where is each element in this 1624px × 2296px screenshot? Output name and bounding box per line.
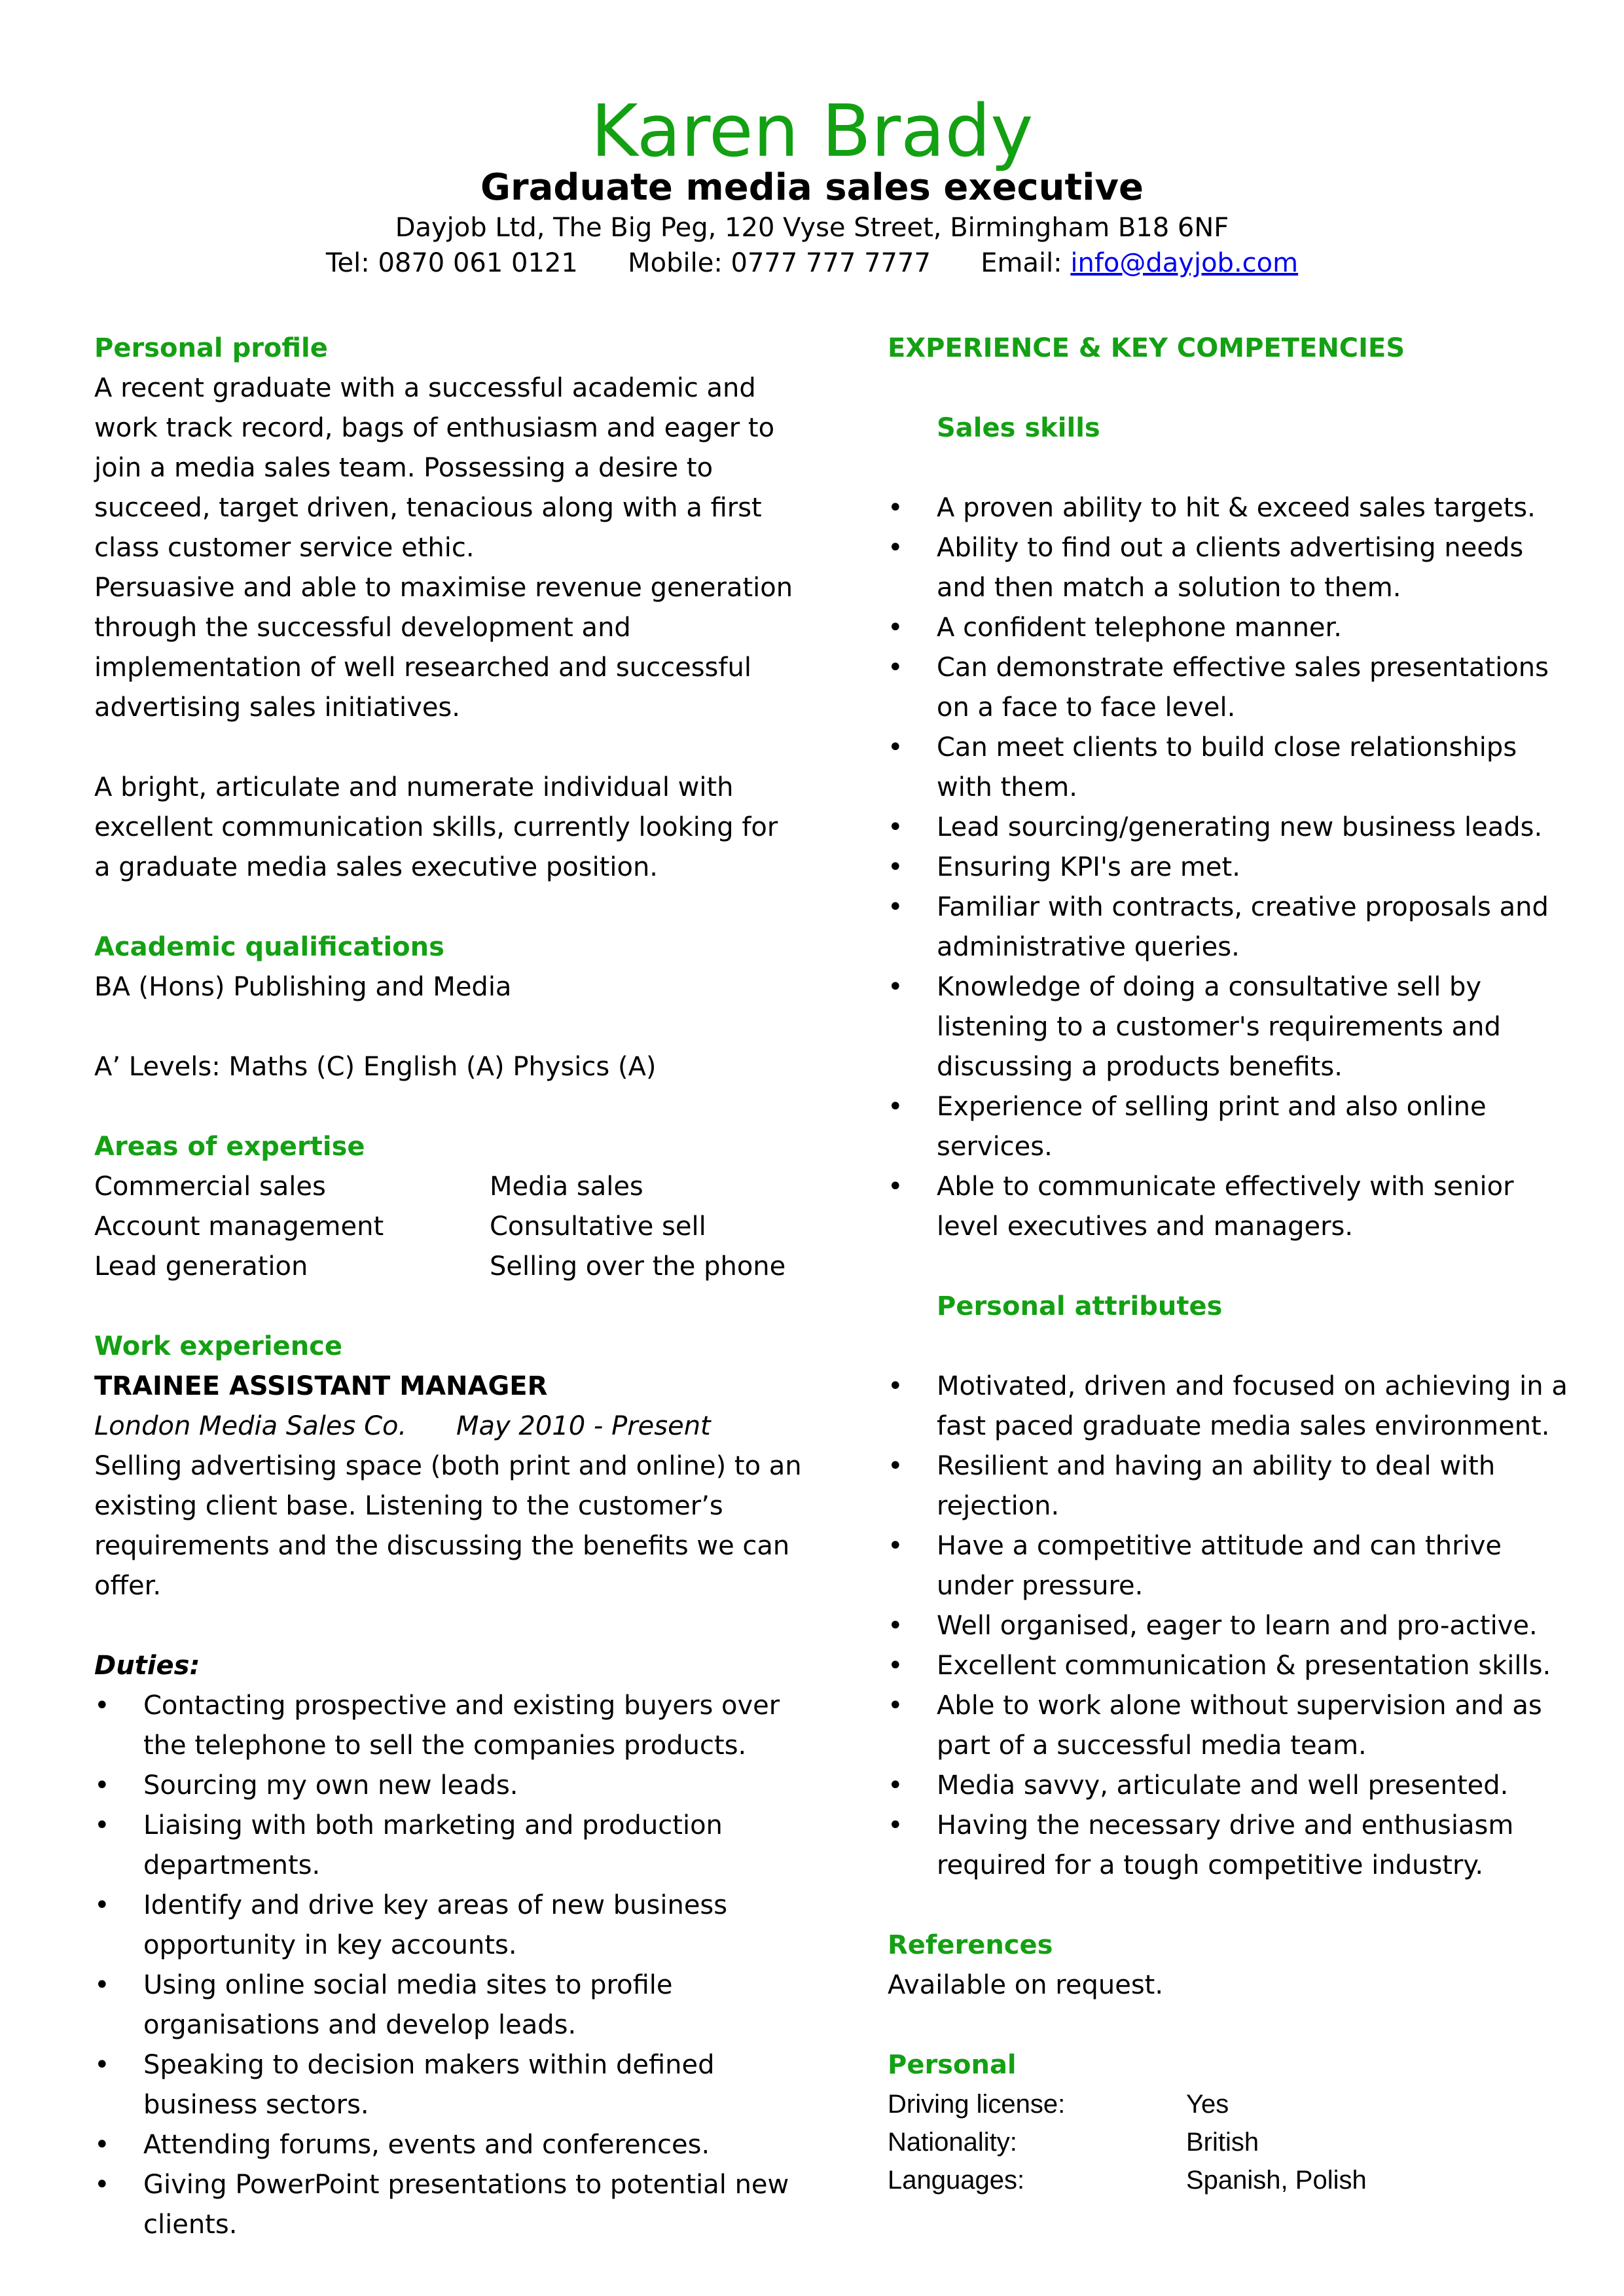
- expertise-item: Selling over the phone: [490, 1251, 786, 1282]
- bullet-dot: •: [94, 1691, 110, 1721]
- profile-line: a graduate media sales executive position.: [94, 852, 659, 882]
- bullet-dot: •: [888, 653, 903, 683]
- company-name: London Media Sales Co.: [94, 1411, 407, 1441]
- bullet-dot: •: [94, 1890, 110, 1920]
- personal-value: British: [1186, 2128, 1259, 2157]
- duty-item: Speaking to decision makers within defined: [143, 2050, 715, 2080]
- bullet-dot: •: [888, 1172, 903, 1202]
- job-role: TRAINEE ASSISTANT MANAGER: [94, 1371, 548, 1401]
- attribute-item: Excellent communication & presentation skills.: [937, 1651, 1551, 1681]
- duty-item: Giving PowerPoint presentations to potential new: [143, 2170, 789, 2200]
- bullet-dot: •: [888, 613, 903, 643]
- sales-skill-item: Lead sourcing/generating new business leads.: [937, 812, 1543, 842]
- expertise-item: Commercial sales: [94, 1172, 326, 1202]
- personal-value: Yes: [1186, 2090, 1229, 2119]
- bullet-dot: •: [888, 852, 903, 882]
- bullet-dot: •: [888, 1092, 903, 1122]
- subheading-sales-skills: Sales skills: [937, 413, 1100, 443]
- bullet-dot: •: [888, 972, 903, 1002]
- bullet-dot: •: [888, 812, 903, 842]
- bullet-dot: •: [888, 493, 903, 523]
- attribute-item: rejection.: [937, 1491, 1060, 1521]
- sales-skill-item: A proven ability to hit & exceed sales targets.: [937, 493, 1536, 523]
- personal-label: Driving license:: [888, 2090, 1066, 2119]
- address: Dayjob Ltd, The Big Peg, 120 Vyse Street, Birmingham B18 6NF: [395, 213, 1229, 243]
- duty-item: Identify and drive key areas of new business: [143, 1890, 728, 1920]
- sales-skill-item: Ability to find out a clients advertising needs: [937, 533, 1524, 563]
- personal-label: Languages:: [888, 2166, 1025, 2195]
- bullet-dot: •: [888, 892, 903, 922]
- duty-item: opportunity in key accounts.: [143, 1930, 517, 1960]
- duty-item: clients.: [143, 2210, 238, 2240]
- duty-item: organisations and develop leads.: [143, 2010, 577, 2040]
- job-title: Graduate media sales executive: [480, 166, 1144, 209]
- sales-skill-item: services.: [937, 1132, 1053, 1162]
- profile-line: advertising sales initiatives.: [94, 692, 460, 723]
- bullet-dot: •: [94, 1810, 110, 1840]
- bullet-dot: •: [888, 1451, 903, 1481]
- section-heading-personal-profile: Personal profile: [94, 333, 328, 363]
- profile-line: join a media sales team. Possessing a desire to: [94, 453, 713, 483]
- sales-skill-item: Knowledge of doing a consultative sell by: [937, 972, 1482, 1002]
- profile-line: A recent graduate with a successful academic and: [94, 373, 756, 403]
- profile-line: work track record, bags of enthusiasm and eager to: [94, 413, 775, 443]
- duty-item: Sourcing my own new leads.: [143, 1770, 518, 1801]
- sales-skill-item: Ensuring KPI's are met.: [937, 852, 1240, 882]
- profile-line: Persuasive and able to maximise revenue generation: [94, 573, 793, 603]
- section-heading-expertise: Areas of expertise: [94, 1132, 365, 1162]
- duty-item: departments.: [143, 1850, 321, 1880]
- duty-item: Liaising with both marketing and production: [143, 1810, 723, 1840]
- section-heading-personal: Personal: [888, 2050, 1017, 2080]
- profile-line: succeed, target driven, tenacious along with a first: [94, 493, 762, 523]
- a-levels: A’ Levels: Maths (C) English (A) Physics (A): [94, 1052, 657, 1082]
- profile-line: through the successful development and: [94, 613, 631, 643]
- attribute-item: under pressure.: [937, 1571, 1144, 1601]
- duty-item: Using online social media sites to profile: [143, 1970, 673, 2000]
- sales-skill-item: on a face to face level.: [937, 692, 1236, 723]
- sales-skill-item: Can demonstrate effective sales presentations: [937, 653, 1549, 683]
- bullet-dot: •: [888, 533, 903, 563]
- sales-skill-item: Familiar with contracts, creative proposals and: [937, 892, 1549, 922]
- profile-line: A bright, articulate and numerate individual with: [94, 772, 734, 802]
- bullet-dot: •: [94, 1770, 110, 1801]
- bullet-dot: •: [888, 1371, 903, 1401]
- profile-line: excellent communication skills, currently looking for: [94, 812, 778, 842]
- attribute-item: Able to work alone without supervision and as: [937, 1691, 1542, 1721]
- bullet-dot: •: [94, 2130, 110, 2160]
- attribute-item: fast paced graduate media sales environment.: [937, 1411, 1550, 1441]
- mobile: Mobile: 0777 777 7777: [628, 248, 931, 278]
- bullet-dot: •: [94, 2170, 110, 2200]
- candidate-name: Karen Brady: [590, 89, 1034, 173]
- duty-item: business sectors.: [143, 2090, 369, 2120]
- work-description-line: offer.: [94, 1571, 162, 1601]
- attribute-item: part of a successful media team.: [937, 1731, 1367, 1761]
- expertise-item: Lead generation: [94, 1251, 308, 1282]
- profile-line: class customer service ethic.: [94, 533, 475, 563]
- bullet-dot: •: [94, 1970, 110, 2000]
- sales-skill-item: administrative queries.: [937, 932, 1240, 962]
- subheading-personal-attributes: Personal attributes: [937, 1291, 1223, 1321]
- attribute-item: required for a tough competitive industry.: [937, 1850, 1484, 1880]
- sales-skill-item: discussing a products benefits.: [937, 1052, 1343, 1082]
- bullet-dot: •: [888, 1611, 903, 1641]
- bullet-dot: •: [888, 1770, 903, 1801]
- telephone: Tel: 0870 061 0121: [325, 248, 578, 278]
- email-link[interactable]: info@dayjob.com: [1070, 248, 1299, 278]
- sales-skill-item: listening to a customer's requirements and: [937, 1012, 1501, 1042]
- work-description-line: Selling advertising space (both print and online) to an: [94, 1451, 802, 1481]
- bullet-dot: •: [888, 1651, 903, 1681]
- section-heading-work: Work experience: [94, 1331, 343, 1361]
- personal-label: Nationality:: [888, 2128, 1017, 2157]
- work-description-line: existing client base. Listening to the customer’s: [94, 1491, 723, 1521]
- duty-item: Contacting prospective and existing buyers over: [143, 1691, 780, 1721]
- profile-line: implementation of well researched and successful: [94, 653, 751, 683]
- expertise-item: Media sales: [490, 1172, 643, 1202]
- sales-skill-item: with them.: [937, 772, 1077, 802]
- sales-skill-item: and then match a solution to them.: [937, 573, 1401, 603]
- sales-skill-item: A confident telephone manner.: [937, 613, 1343, 643]
- bullet-dot: •: [888, 1810, 903, 1840]
- attribute-item: Motivated, driven and focused on achieving in a: [937, 1371, 1568, 1401]
- attribute-item: Media savvy, articulate and well presented.: [937, 1770, 1509, 1801]
- degree: BA (Hons) Publishing and Media: [94, 972, 512, 1002]
- expertise-item: Consultative sell: [490, 1211, 706, 1242]
- expertise-item: Account management: [94, 1211, 384, 1242]
- sales-skill-item: Experience of selling print and also online: [937, 1092, 1487, 1122]
- section-heading-experience: EXPERIENCE & KEY COMPETENCIES: [888, 333, 1405, 363]
- employment-dates: May 2010 - Present: [456, 1411, 711, 1441]
- bullet-dot: •: [888, 1691, 903, 1721]
- references-text: Available on request.: [888, 1970, 1164, 2000]
- bullet-dot: •: [94, 2050, 110, 2080]
- sales-skill-item: Can meet clients to build close relationships: [937, 732, 1517, 762]
- section-heading-references: References: [888, 1930, 1053, 1960]
- sales-skill-item: Able to communicate effectively with senior: [937, 1172, 1514, 1202]
- work-description-line: requirements and the discussing the benefits we can: [94, 1531, 790, 1561]
- email-label: Email:: [981, 248, 1062, 278]
- contact-line: [0, 245, 1624, 281]
- bullet-dot: •: [888, 1531, 903, 1561]
- duty-item: Attending forums, events and conferences.: [143, 2130, 710, 2160]
- duties-heading: Duties:: [94, 1651, 200, 1681]
- attribute-item: Having the necessary drive and enthusiasm: [937, 1810, 1514, 1840]
- bullet-dot: •: [888, 732, 903, 762]
- attribute-item: Resilient and having an ability to deal with: [937, 1451, 1496, 1481]
- sales-skill-item: level executives and managers.: [937, 1211, 1354, 1242]
- duty-item: the telephone to sell the companies products.: [143, 1731, 747, 1761]
- attribute-item: Have a competitive attitude and can thrive: [937, 1531, 1502, 1561]
- personal-value: Spanish, Polish: [1186, 2166, 1367, 2195]
- section-heading-academic: Academic qualifications: [94, 932, 444, 962]
- attribute-item: Well organised, eager to learn and pro-active.: [937, 1611, 1538, 1641]
